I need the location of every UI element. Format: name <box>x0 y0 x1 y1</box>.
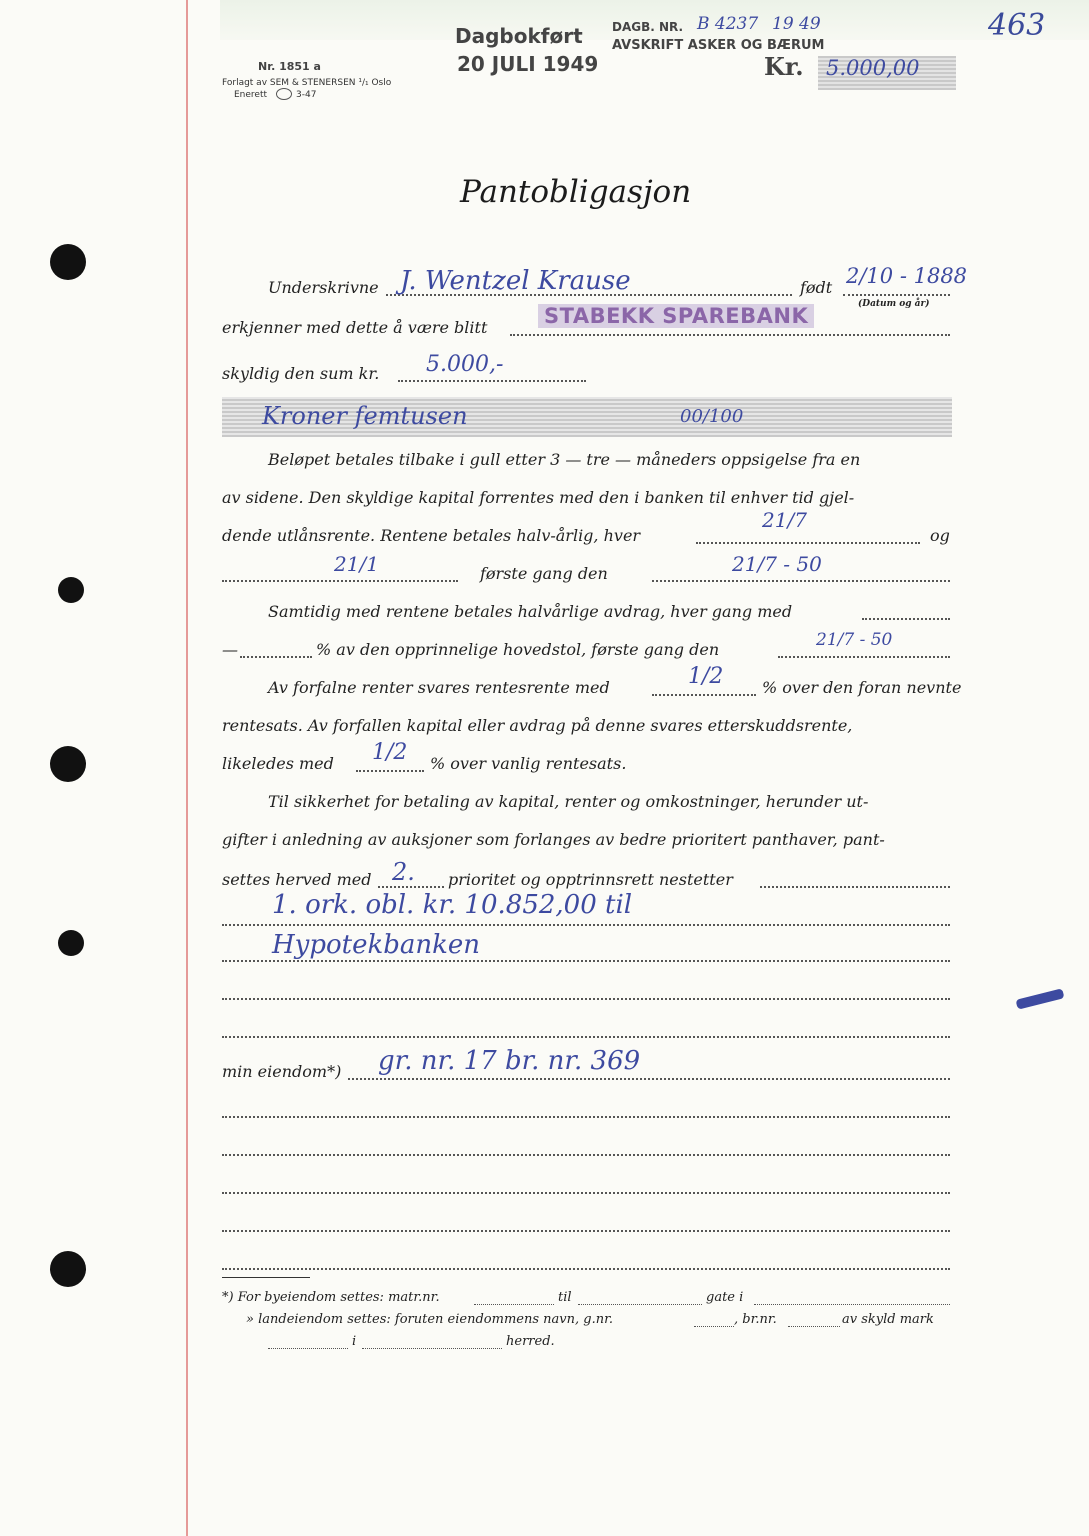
footnote-line-2: » landeiendom settes: foruten eiendommens navn, g.nr. <box>246 1312 613 1327</box>
avdrag-pct-line <box>240 656 312 658</box>
footnote-dots <box>694 1326 734 1327</box>
form-number: Nr. 1851 a <box>258 60 321 73</box>
blank-line <box>222 1192 950 1194</box>
blank-line <box>222 1268 950 1270</box>
body-line-9b: % over vanlig rentesats. <box>430 754 627 773</box>
footnote-line-1c: gate i <box>706 1290 744 1305</box>
page-number: 463 <box>988 8 1046 43</box>
prior-line-1 <box>222 924 950 926</box>
blank-line <box>222 1116 950 1118</box>
kr-value: 5.000,00 <box>826 56 920 80</box>
forste-gang-line <box>652 580 950 582</box>
dagbok-date: 20 JULI 1949 <box>457 52 599 76</box>
prior-line-2 <box>222 960 950 962</box>
footnote-dots <box>268 1348 348 1349</box>
body-line-9: likeledes med <box>222 754 334 773</box>
body-line-12: settes herved med <box>222 870 372 889</box>
etterskudd-value: 1/2 <box>372 740 408 765</box>
avdrag-line <box>862 618 950 620</box>
body-line-2: av sidene. Den skyldige kapital forrentes med den i banken til enhver tid gjel- <box>222 488 855 507</box>
body-line-12b: prioritet og opptrinnsrett nestetter <box>448 870 733 889</box>
erkjenner-label: erkjenner med dette å være blitt <box>222 318 488 337</box>
fodt-line <box>843 294 950 296</box>
publisher-seal-icon <box>276 88 292 100</box>
sum-in-words: Kroner femtusen <box>262 402 468 430</box>
fodt-label: født <box>800 278 833 297</box>
rente-dato-2: 21/1 <box>334 552 379 576</box>
forste-gang-label: første gang den <box>480 564 608 583</box>
skyldig-line <box>398 380 586 382</box>
prior-lien-2: Hypotekbanken <box>272 930 481 960</box>
dagb-nr-value: B 4237 <box>697 14 759 34</box>
body-line-7: Av forfalne renter svares rentesrente med <box>268 678 610 697</box>
eiendom-value: gr. nr. 17 br. nr. 369 <box>378 1046 641 1076</box>
rentesrente-value: 1/2 <box>688 664 724 689</box>
body-line-3-og: og <box>930 526 950 545</box>
sum-in-words-cents: 00/100 <box>680 406 744 427</box>
body-line-7b: % over den foran nevnte <box>762 678 962 697</box>
body-line-6: % av den opprinnelige hovedstol, første gang den <box>316 640 720 659</box>
page-title: Pantobligasjon <box>460 174 692 210</box>
punch-hole <box>50 244 86 280</box>
footnote-rule <box>222 1277 310 1278</box>
punch-hole <box>50 746 86 782</box>
blank-line <box>222 1036 950 1038</box>
body-line-6-dash: — <box>222 640 238 659</box>
dagb-nr-year: 19 49 <box>772 14 821 34</box>
footnote-dots <box>578 1304 702 1305</box>
underskrivne-label: Underskrivne <box>268 278 379 297</box>
erkjenner-line <box>510 334 950 336</box>
fodt-hint: (Datum og år) <box>858 299 930 309</box>
kr-label: Kr. <box>764 52 804 81</box>
body-line-10: Til sikkerhet for betaling av kapital, renter og omkostninger, herunder ut- <box>268 792 869 811</box>
footnote-dots <box>754 1304 950 1305</box>
footnote-line-3a: i <box>352 1334 357 1349</box>
eiendom-label: min eiendom*) <box>222 1062 342 1081</box>
underskrivne-value: J. Wentzel Krause <box>400 266 631 296</box>
footnote-line-1a: *) For byeiendom settes: matr.nr. <box>222 1290 440 1305</box>
punch-hole <box>58 577 84 603</box>
rentesrente-line <box>652 694 756 696</box>
blank-line <box>222 998 950 1000</box>
nestetter-line <box>760 886 950 888</box>
body-line-11: gifter i anledning av auksjoner som forlanges av bedre prioritert panthaver, pant- <box>222 830 885 849</box>
forste-gang-value: 21/7 - 50 <box>732 552 822 576</box>
blank-line <box>222 1154 950 1156</box>
dagb-nr-label: DAGB. NR. <box>612 20 684 34</box>
eiendom-line <box>348 1078 950 1080</box>
skyldig-value: 5.000,- <box>426 352 504 377</box>
margin-line <box>186 0 188 1536</box>
reserved-line: Enerett <box>234 90 268 100</box>
creditor-stamp: STABEKK SPAREBANK <box>538 304 814 328</box>
footnote-dots <box>474 1304 554 1305</box>
rente-dato-line <box>696 542 920 544</box>
ink-mark <box>1016 988 1065 1009</box>
avdrag-dato-value: 21/7 - 50 <box>816 630 893 650</box>
punch-hole <box>58 930 84 956</box>
body-line-5: Samtidig med rentene betales halvårlige avdrag, hver gang med <box>268 602 793 621</box>
blank-line <box>222 1230 950 1232</box>
prioritet-value: 2. <box>392 858 415 886</box>
body-line-8: rentesats. Av forfallen kapital eller avdrag på denne svares etterskuddsrente, <box>222 716 853 735</box>
footnote-dots <box>362 1348 502 1349</box>
footnote-line-2b: , br.nr. <box>734 1312 777 1327</box>
body-line-3: dende utlånsrente. Rentene betales halv-årlig, hver <box>222 526 641 545</box>
date-code: 3-47 <box>296 90 317 100</box>
prior-lien-1: 1. ork. obl. kr. 10.852,00 til <box>272 890 633 920</box>
publisher-line: Forlagt av SEM & STENERSEN ¹/₁ Oslo <box>222 78 392 88</box>
footnote-line-1b: til <box>558 1290 572 1305</box>
prioritet-line <box>378 886 444 888</box>
rente-dato-1: 21/7 <box>762 508 807 532</box>
avdrag-dato-line <box>778 656 950 658</box>
punch-hole <box>50 1251 86 1287</box>
dagbok-label: Dagbokført <box>455 24 583 48</box>
footnote-line-3b: herred. <box>506 1334 555 1349</box>
etterskudd-line <box>356 770 424 772</box>
rente-dato-2-line <box>222 580 458 582</box>
body-line-1: Beløpet betales tilbake i gull etter 3 — tre — måneders oppsigelse fra en <box>268 450 861 469</box>
footnote-line-2c: av skyld mark <box>842 1312 934 1327</box>
skyldig-label: skyldig den sum kr. <box>222 364 380 383</box>
fodt-value: 2/10 - 1888 <box>846 264 968 288</box>
footnote-dots <box>788 1326 840 1327</box>
avskrift-stamp: AVSKRIFT ASKER OG BÆRUM <box>612 38 825 53</box>
